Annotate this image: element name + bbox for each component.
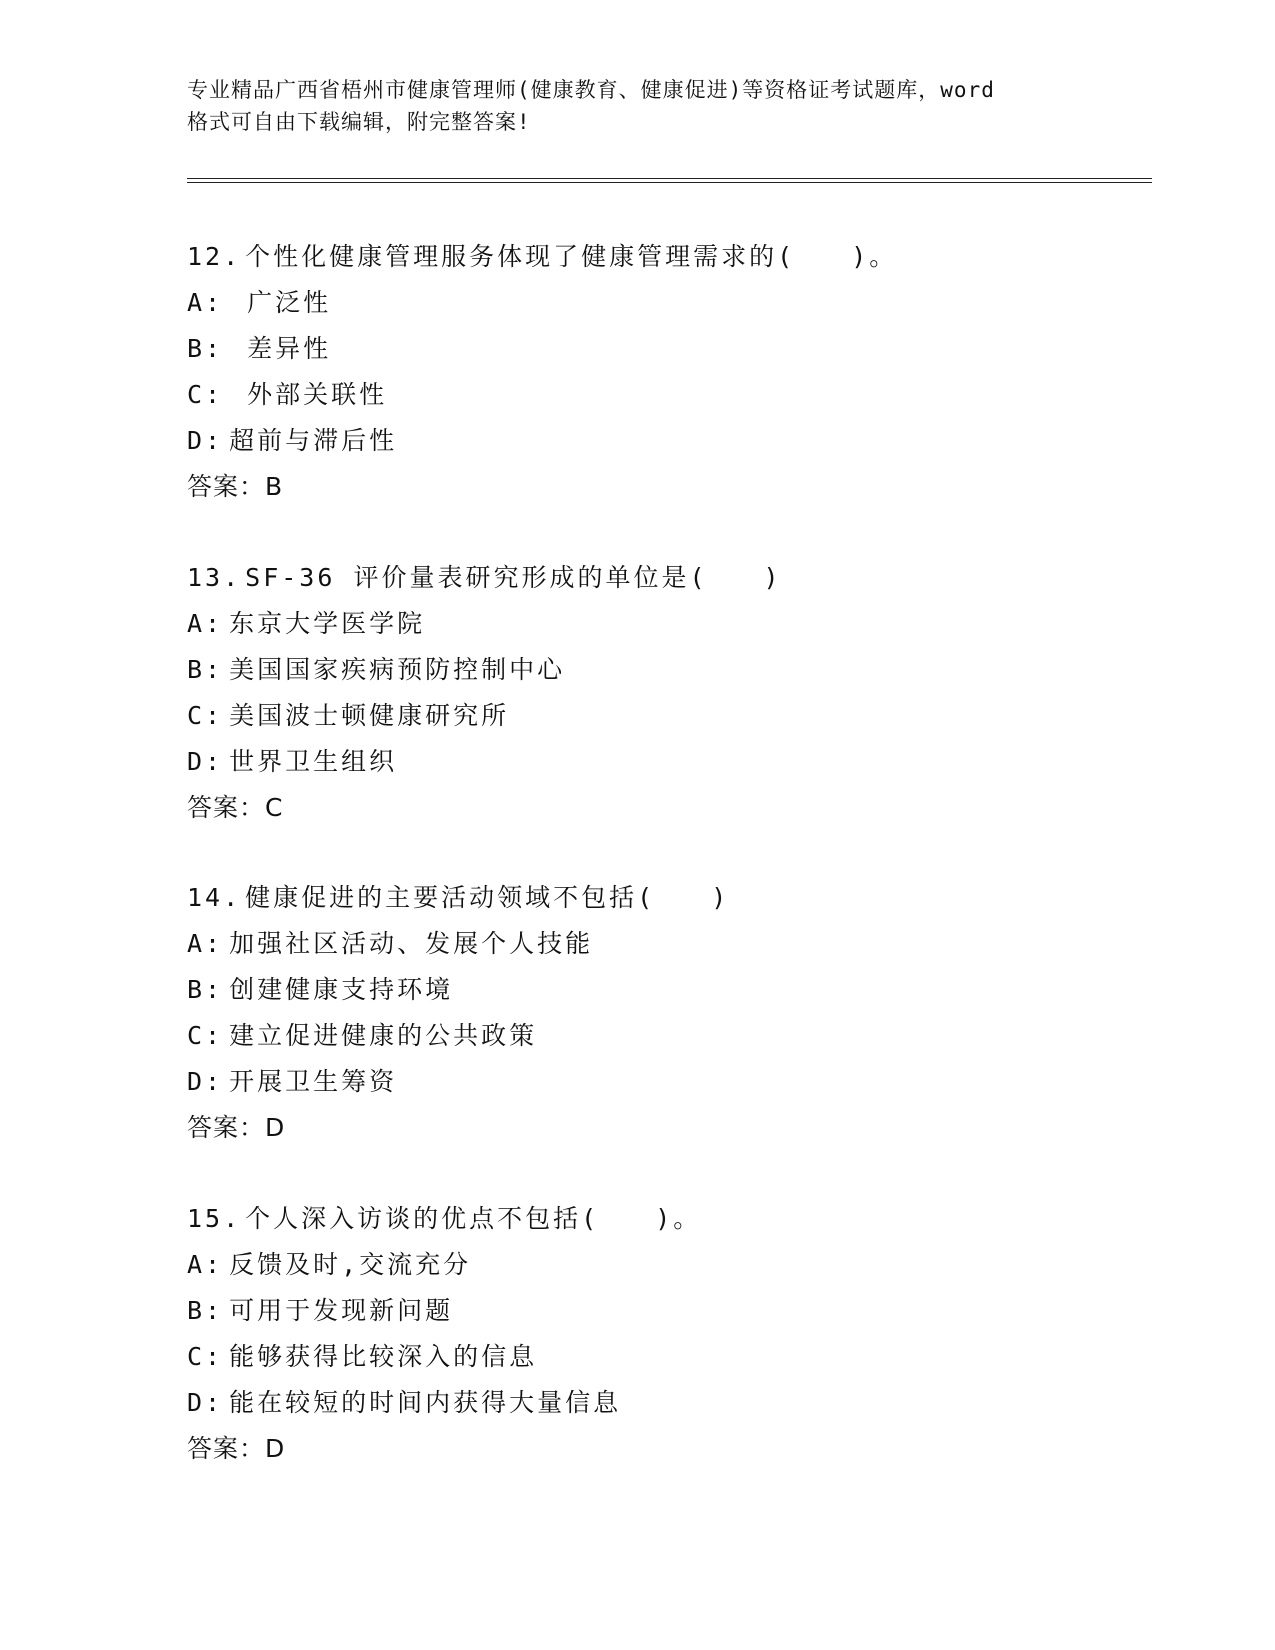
option-text: 美国国家疾病预防控制中心 [229, 655, 566, 684]
question-text: SF-36 评价量表研究形成的单位是( ) [245, 563, 782, 592]
question-15 [187, 1204, 1167, 1464]
option-text: 可用于发现新问题 [229, 1296, 454, 1325]
option-text: 广泛性 [229, 288, 332, 317]
option-d [187, 747, 1167, 793]
option-d [187, 1067, 1167, 1113]
option-text: 能在较短的时间内获得大量信息 [229, 1388, 622, 1417]
option-key: D: [187, 747, 224, 776]
option-c [187, 1021, 1167, 1067]
option-key: D: [187, 1388, 224, 1417]
option-text: 超前与滞后性 [229, 426, 398, 455]
option-text: 反馈及时,交流充分 [229, 1250, 472, 1279]
question-title [187, 242, 1167, 288]
option-key: D: [187, 1067, 224, 1096]
option-text: 能够获得比较深入的信息 [229, 1342, 538, 1371]
option-key: B: [187, 334, 224, 363]
option-text: 创建健康支持环境 [229, 975, 454, 1004]
option-text: 开展卫生筹资 [229, 1067, 398, 1096]
question-13 [187, 563, 1167, 823]
option-key: D: [187, 426, 224, 455]
question-12 [187, 242, 1167, 502]
option-text: 美国波士顿健康研究所 [229, 701, 510, 730]
option-a [187, 1250, 1167, 1296]
option-key: B: [187, 975, 224, 1004]
question-number: 15. [187, 1204, 242, 1233]
option-b [187, 1296, 1167, 1342]
option-key: B: [187, 1296, 224, 1325]
option-key: A: [187, 1250, 224, 1279]
answer-line: 答案：C [187, 793, 284, 822]
option-b [187, 655, 1167, 701]
option-key: C: [187, 1021, 224, 1050]
option-text: 世界卫生组织 [229, 747, 398, 776]
question-title [187, 883, 1167, 929]
option-d [187, 1388, 1167, 1434]
option-text: 差异性 [229, 334, 332, 363]
option-key: A: [187, 609, 224, 638]
option-a [187, 929, 1167, 975]
question-text: 个人深入访谈的优点不包括( )。 [245, 1204, 702, 1233]
option-text: 外部关联性 [229, 380, 388, 409]
option-a [187, 609, 1167, 655]
header-line-1: 专业精品广西省梧州市健康管理师(健康教育、健康促进)等资格证考试题库，word [187, 78, 995, 102]
question-text: 健康促进的主要活动领域不包括( ) [245, 883, 730, 912]
option-text: 东京大学医学院 [229, 609, 426, 638]
option-c [187, 380, 1167, 426]
option-b [187, 975, 1167, 1021]
answer-line: 答案：D [187, 1113, 286, 1142]
option-d [187, 426, 1167, 472]
question-number: 12. [187, 242, 242, 271]
header-divider-top [187, 178, 1152, 179]
option-key: C: [187, 1342, 224, 1371]
question-text: 个性化健康管理服务体现了健康管理需求的( )。 [245, 242, 898, 271]
header-divider-bottom [187, 182, 1152, 183]
document-header [187, 74, 1107, 138]
option-a [187, 288, 1167, 334]
question-title [187, 563, 1167, 609]
option-c [187, 701, 1167, 747]
option-key: C: [187, 701, 224, 730]
answer-line: 答案：D [187, 1434, 286, 1463]
question-number: 13. [187, 563, 242, 592]
answer-line: 答案：B [187, 472, 284, 501]
option-text: 加强社区活动、发展个人技能 [229, 929, 594, 958]
header-line-2: 格式可自由下载编辑，附完整答案! [187, 110, 531, 134]
question-14 [187, 883, 1167, 1143]
option-c [187, 1342, 1167, 1388]
option-key: C: [187, 380, 224, 409]
option-key: A: [187, 288, 224, 317]
question-number: 14. [187, 883, 242, 912]
question-title [187, 1204, 1167, 1250]
option-text: 建立促进健康的公共政策 [229, 1021, 538, 1050]
option-key: B: [187, 655, 224, 684]
option-key: A: [187, 929, 224, 958]
option-b [187, 334, 1167, 380]
